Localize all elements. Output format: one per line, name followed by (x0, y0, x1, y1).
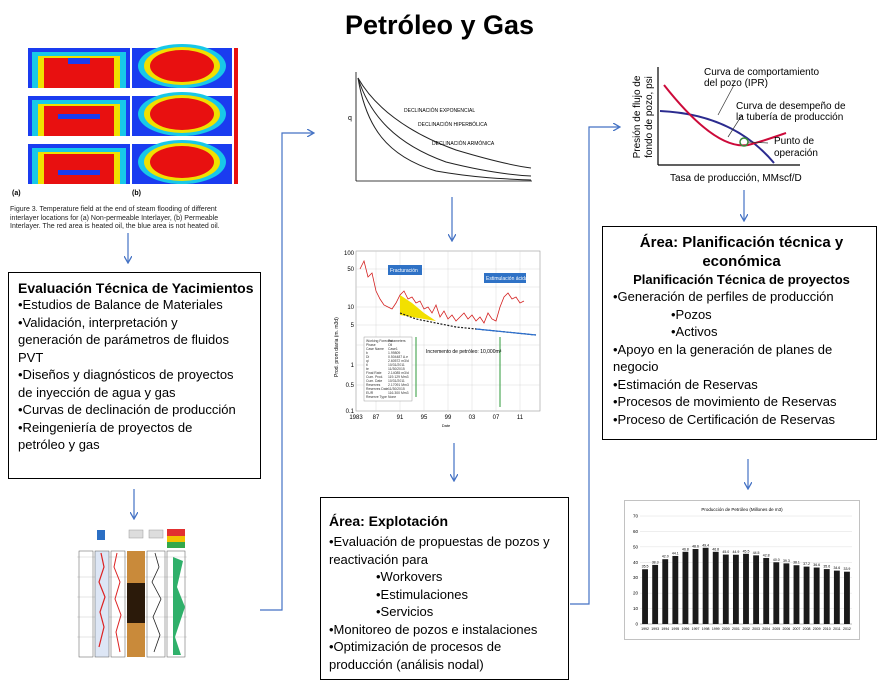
x-tick: 1995 (671, 627, 680, 631)
y-tick: 0.5 (345, 383, 354, 389)
x-tick: 03 (468, 415, 476, 421)
bar (683, 552, 689, 624)
list-item: •Procesos de movimiento de Reservas (613, 394, 837, 409)
temperature-color-scale (234, 48, 238, 184)
bar (824, 569, 830, 624)
box-heading: Evaluación Técnica de Yacimientos (18, 280, 254, 296)
table-cell: qi (366, 359, 369, 363)
x-tick: 2004 (762, 627, 771, 631)
bar (703, 548, 709, 624)
x-tick: 1996 (681, 627, 690, 631)
caption-line: Figure 3. Temperature field at the end of steam flooding of different (10, 206, 217, 213)
temperature-panel-b (132, 44, 232, 184)
decline-exponencial-label: DECLINACIÓN EXPONENCIAL (404, 108, 476, 114)
x-tick: 99 (444, 415, 452, 421)
bar (642, 569, 648, 624)
list-item: •Workovers (376, 569, 443, 584)
list-item: •Curvas de declinación de producción (18, 402, 236, 417)
y-tick: 30 (632, 575, 638, 581)
bar (723, 555, 729, 624)
bar-value-label: 44.9 (732, 550, 740, 555)
bar-value-label: 48.6 (692, 544, 699, 549)
y-tick: 70 (632, 513, 638, 519)
ipr-label: Curva de comportamiento (704, 67, 820, 78)
caption-line: interlayer locations for (a) Non-permeable Interlayer, (b) Permeable (10, 214, 219, 222)
bar (713, 552, 719, 624)
list-item: de inyección de agua y gas (18, 384, 176, 400)
x-tick: 1992 (641, 627, 649, 631)
table-cell: 116.300 Mm3 (388, 391, 409, 395)
table-cell: None (388, 395, 397, 399)
bar (844, 572, 850, 624)
bar-value-label: 36.6 (813, 563, 821, 568)
box-subheading: Planificación Técnica de proyectos (633, 272, 850, 287)
svg-text:q: q (348, 115, 352, 122)
x-tick: 2007 (792, 627, 801, 631)
y-tick: 50 (632, 544, 638, 550)
tpr-label: Curva de desempeño de (736, 101, 846, 112)
table-cell: Case1 (388, 347, 398, 351)
bar (783, 563, 789, 624)
list-item: •Reingeniería de proyectos de (18, 419, 193, 435)
bar (814, 568, 820, 624)
bar (834, 571, 840, 624)
x-tick: 2010 (822, 627, 831, 631)
x-tick: 1994 (661, 627, 670, 631)
bar-value-label: 44.1 (671, 551, 679, 556)
y-tick: 0.1 (345, 409, 354, 415)
table-cell: Oil (388, 343, 393, 347)
x-tick: 07 (492, 415, 500, 421)
bar-value-label: 38.3 (651, 560, 659, 565)
bar-value-label: 42.8 (762, 553, 770, 558)
list-item: negocio (613, 359, 659, 374)
table-cell: Case Name (366, 347, 384, 351)
table-cell: 11/30/2015 (388, 387, 405, 391)
bar-value-label: 34.6 (833, 566, 841, 571)
list-item: •Servicios (376, 604, 434, 619)
bar (672, 556, 678, 624)
operating-point-label: Punto de (774, 136, 815, 147)
decline-curves-figure (336, 66, 536, 191)
table-cell: EUR (366, 391, 374, 395)
bar-value-label: 38.1 (793, 560, 800, 565)
table-cell: 10/31/2011 (388, 363, 405, 367)
label-a: (a) (12, 190, 21, 197)
x-axis-label: Date (441, 423, 451, 428)
well-log-figure (77, 527, 187, 660)
ipr-figure (624, 53, 870, 189)
table-cell: 2.17091 Mm3 (388, 383, 409, 387)
y-tick: 40 (632, 559, 638, 565)
label-b: (b) (132, 190, 141, 197)
list-item: •Activos (671, 324, 718, 339)
x-tick: 1983 (349, 415, 363, 421)
x-tick: 1997 (691, 627, 700, 631)
box-evaluacion-yacimientos (8, 272, 261, 479)
table-cell: Cum. Prod. (366, 375, 384, 379)
box-area-planificacion (602, 226, 877, 440)
x-tick: 2000 (721, 627, 730, 631)
table-cell: 1.99809 (388, 351, 401, 355)
production-history-figure (316, 247, 548, 429)
x-tick: 87 (372, 415, 380, 421)
table-cell: Final Rate (366, 371, 382, 375)
x-tick: 2008 (802, 627, 811, 631)
list-item: •Estimulaciones (376, 586, 468, 602)
list-item: PVT (18, 349, 44, 365)
bar-value-label: 49.4 (702, 543, 710, 548)
list-item: •Generación de perfiles de producción (613, 289, 834, 304)
x-tick: 1993 (651, 627, 660, 631)
x-tick: 2002 (742, 627, 750, 631)
box-heading: económica (702, 253, 781, 270)
y-tick: 1 (350, 363, 354, 369)
y-tick: 60 (632, 528, 638, 534)
x-tick: 2012 (843, 627, 851, 631)
bar-value-label: 42.0 (661, 554, 669, 559)
bar (773, 562, 779, 624)
x-tick: 2001 (732, 627, 740, 631)
x-tick: 1999 (711, 627, 720, 631)
bar-value-label: 37.2 (803, 562, 810, 567)
bar-value-label: 35.6 (823, 564, 831, 569)
bar (794, 565, 800, 624)
caption-line: Interlayer. The red area is heated oil, the blue area is not heated oil. (10, 223, 220, 230)
bar-value-label: 33.9 (843, 567, 851, 572)
annotation-estimulacion: Estimulación ácida (486, 276, 528, 282)
table-cell: Working Forecast (366, 339, 393, 343)
table-cell: 119.129 Mm3 (388, 375, 409, 379)
table-cell: Cum. Date (366, 379, 383, 383)
log-header-swatch (97, 530, 105, 540)
tpr-label: la tubería de producción (736, 112, 844, 123)
x-tick: 2009 (812, 627, 821, 631)
table-cell: 2.60572 m3/d (388, 359, 409, 363)
list-item: •Optimización de procesos de (329, 639, 502, 654)
table-cell: Reserves (366, 383, 381, 387)
table-cell: te (366, 367, 369, 371)
bar (733, 555, 739, 624)
production-profile-chart (624, 500, 860, 640)
x-tick: 2011 (833, 627, 841, 631)
list-item: •Estimación de Reservas (613, 376, 758, 392)
log-header-swatch (167, 542, 185, 548)
table-cell: b (366, 351, 368, 355)
box-heading: Área: Planificación técnica y (639, 234, 844, 251)
bar-value-label: 45.5 (742, 549, 750, 554)
y-tick: 0 (635, 621, 638, 627)
list-item: producción (análisis nodal) (329, 656, 484, 672)
table-cell: 0.504487 A.e (388, 355, 408, 359)
list-item: •Pozos (671, 306, 712, 322)
y-tick: 10 (347, 305, 354, 311)
bar-value-label: 44.5 (752, 550, 760, 555)
list-item: •Monitoreo de pozos e instalaciones (329, 621, 538, 637)
table-cell: 10/31/2011 (388, 379, 405, 383)
x-tick: 11 (516, 415, 524, 421)
x-tick: 2006 (782, 627, 791, 631)
arrow-welllog-to-decline (260, 133, 313, 610)
list-item: •Validación, interpretación y (18, 314, 178, 330)
bar-value-label: 45.0 (722, 550, 730, 555)
page-title: Petróleo y Gas (344, 10, 535, 40)
box-area-explotacion (320, 497, 569, 680)
list-item: reactivación para (329, 551, 428, 567)
decline-hiperbolica-label: DECLINACIÓN HIPERBÓLICA (418, 122, 488, 128)
y-axis-label: Presión de flujo de (632, 75, 643, 159)
bar (693, 549, 699, 624)
bar (753, 555, 759, 624)
table-cell: Di (366, 355, 370, 359)
table-cell: Parameters (388, 339, 406, 343)
bar-value-label: 46.8 (682, 547, 689, 552)
list-item: •Evaluación de propuestas de pozos y (329, 534, 550, 549)
operating-point-label: operación (774, 148, 818, 159)
table-cell: ti (366, 363, 368, 367)
bar (763, 558, 769, 624)
bar-value-label: 40.0 (772, 557, 780, 562)
bar (743, 554, 749, 624)
annotation-fracturacion: Fracturación (390, 268, 418, 274)
list-item: •Diseños y diagnósticos de proyectos (18, 367, 234, 382)
table-cell: Reserves Date (366, 387, 389, 391)
table-cell: Reserve Type (366, 395, 387, 399)
y-tick: 20 (632, 590, 638, 596)
ipr-label: del pozo (IPR) (704, 78, 768, 89)
bar-value-label: 35.5 (641, 564, 649, 569)
bar-value-label: 46.8 (712, 547, 720, 552)
y-axis-label: fondo de pozo, psi (644, 76, 655, 158)
x-tick: 2003 (752, 627, 760, 631)
chart-title: Producción de Petróleo (Millones de m3) (701, 507, 783, 512)
x-tick: 2005 (772, 627, 781, 631)
x-axis-label: Tasa de producción, MMscf/D (670, 173, 802, 184)
table-cell: 2.14085 m3/d (388, 371, 409, 375)
log-header-swatch (167, 536, 185, 542)
list-item: •Proceso de Certificación de Reservas (613, 411, 836, 427)
y-tick: 10 (632, 606, 638, 612)
log-header-swatch (167, 529, 185, 536)
table-cell: Phase (366, 343, 376, 347)
bar-value-label: 39.3 (782, 558, 790, 563)
temperature-figure-caption (10, 206, 250, 232)
temperature-panel-a (28, 48, 130, 184)
x-tick: 91 (396, 415, 404, 421)
decline-armonica-label: DECLINACIÓN ARMÓNICA (432, 141, 495, 147)
y-axis-label: Prod. prom diaria (m. m3d) (334, 317, 340, 377)
bar (804, 567, 810, 624)
list-item: •Apoyo en la generación de planes de (613, 341, 833, 357)
box-heading: Área: Explotación (329, 513, 449, 529)
x-tick: 95 (420, 415, 428, 421)
y-tick: 100 (343, 251, 354, 257)
y-tick: 5 (350, 323, 354, 329)
list-item: generación de parámetros de fluidos (18, 332, 230, 347)
list-item: •Estudios de Balance de Materiales (18, 297, 223, 312)
x-tick: 1998 (701, 627, 710, 631)
y-tick: 50 (347, 267, 354, 273)
temperature-field-figure (8, 44, 240, 204)
list-item: petróleo y gas (18, 437, 100, 452)
table-cell: 11/30/2015 (388, 367, 405, 371)
bar (652, 565, 658, 624)
bar (662, 559, 668, 624)
annotation-incremento: Incremento de petróleo: 10,000m³ (426, 349, 502, 355)
